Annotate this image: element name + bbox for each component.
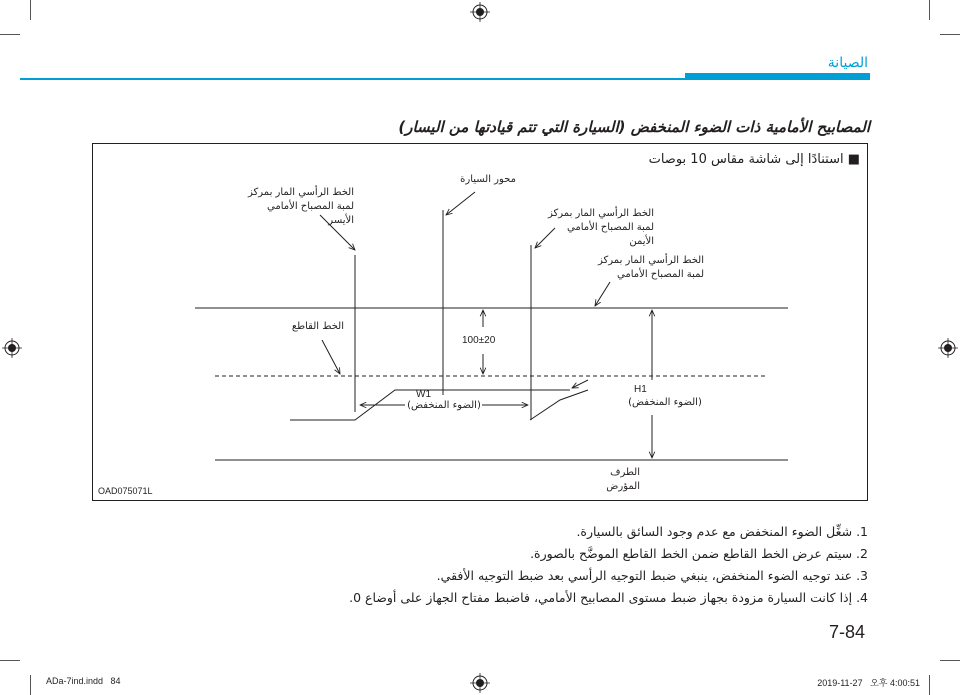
page-number: 7-84 — [828, 622, 865, 642]
h1-label: H1 — [634, 384, 647, 395]
cutoff-line-shape — [530, 390, 588, 420]
section-title: الصيانة — [827, 55, 868, 71]
right-lamp-vertical-label: الخط الرأسي المار بمركز لمبة المصباح الأمامي الأيمن — [548, 208, 654, 247]
w1-label: W1 — [416, 389, 431, 400]
vehicle-axis-label: محور السيارة — [460, 174, 516, 185]
leader-arrow — [446, 192, 475, 215]
offset-value: 100±20 — [462, 335, 496, 346]
footer-file: ADa-7ind.indd 84 — [46, 676, 121, 686]
lamp-vertical-label: الخط الرأسي المار بمركز لمبة المصباح الأمامي — [598, 255, 704, 280]
leader-arrow — [595, 282, 610, 306]
figure-note: ■ استنادًا إلى شاشة مقاس 10 بوصات — [648, 152, 860, 167]
instruction-step: 4. إذا كانت السيارة مزودة بجهاز ضبط مستوى المصابيح الأمامي، فاضبط مفتاح الجهاز على أوضاع 0. — [349, 590, 868, 605]
ground-label: الطرف المؤرض — [606, 467, 640, 492]
h1-description: (الضوء المنخفض) — [628, 397, 702, 408]
figure-code: OAD075071L — [98, 486, 153, 496]
page-heading: المصابيح الأمامية ذات الضوء المنخفض (السيارة التي تتم قيادتها من اليسار) — [398, 118, 870, 136]
leader-arrow — [572, 380, 588, 388]
instruction-step: 2. سيتم عرض الخط القاطع ضمن الخط القاطع الموضَّح بالصورة. — [530, 546, 868, 561]
instruction-step: 1. شغِّل الضوء المنخفض مع عدم وجود السائق بالسيارة. — [576, 524, 868, 539]
w1-description: (الضوء المنخفض) — [407, 400, 481, 411]
leader-arrow — [322, 340, 340, 374]
footer-date: 2019-11-27 오후 4:00:51 — [817, 678, 920, 688]
left-lamp-vertical-label: الخط الرأسي المار بمركز لمبة المصباح الأمامي الأيسر — [248, 187, 354, 226]
instruction-list — [308, 521, 868, 609]
instruction-step: 3. عند توجيه الضوء المنخفض، ينبغي ضبط التوجيه الرأسي بعد ضبط التوجيه الأفقي. — [436, 568, 868, 583]
cutoff-line-label: الخط القاطع — [291, 321, 344, 332]
